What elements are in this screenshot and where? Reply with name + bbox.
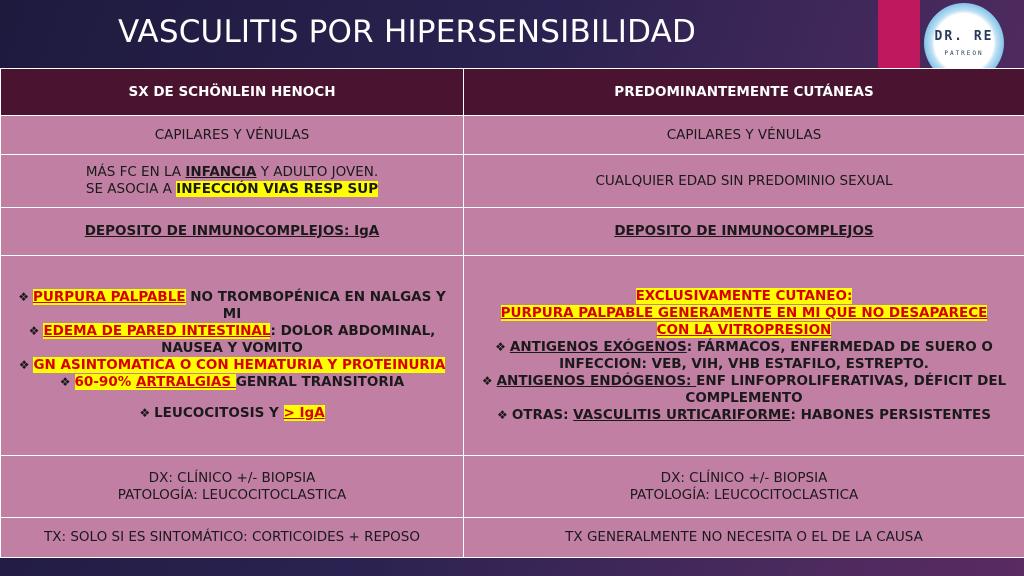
logo-main-text: DR. RE [934, 29, 994, 44]
table-header-row [1, 69, 1024, 116]
spacer [7, 391, 457, 405]
purpura-highlight: PURPURA PALPABLE [32, 289, 186, 305]
diamond-bullet-icon: ❖ [481, 373, 493, 388]
text: PURPURA PALPABLE GENERAMENTE EN MI QUE NO DESAPARECE [500, 304, 988, 321]
list-item [7, 357, 457, 374]
table-row [1, 518, 1024, 558]
gn-highlight: GN ASINTOMATICA O CON HEMATURIA Y PROTEINURIA [33, 357, 446, 373]
table-row [1, 256, 1024, 456]
cell-dx-right [464, 456, 1024, 518]
list-item [7, 374, 457, 391]
edema-highlight: EDEMA DE PARED INTESTINAL [43, 323, 271, 339]
text: GENRAL TRANSITORIA [235, 374, 405, 390]
text: MÁS FC EN LA [85, 164, 186, 180]
diamond-bullet-icon: ❖ [497, 407, 508, 422]
purpura-line [470, 305, 1018, 322]
diamond-bullet-icon: ❖ [59, 375, 71, 389]
exclusivo-cutaneo-text [470, 288, 1018, 305]
header-schonlein-henoch: SX DE SCHÖNLEIN HENOCH [1, 69, 464, 116]
cell-tx-left: TX: SOLO SI ES SINTOMÁTICO: CORTICOIDES + REPOSO [1, 518, 464, 558]
features-left-list [7, 289, 457, 422]
list-item [470, 339, 1018, 373]
diamond-bullet-icon: ❖ [495, 339, 506, 354]
header-cutaneas: PREDOMINANTEMENTE CUTÁNEAS [464, 69, 1024, 116]
text: : FÁRMACOS, ENFERMEDAD DE SUERO O INFECCION: VEB, VIH, VHB ESTAFILO, ESTREPTO. [559, 338, 993, 372]
dx-text: DX: CLÍNICO +/- BIOPSIA [660, 469, 828, 486]
percent-highlight: 60-90% [74, 374, 136, 390]
text: ANTIGENOS ENDÓGENOS: [496, 372, 697, 389]
infeccion-highlight: INFECCIÓN VIAS RESP SUP [176, 181, 379, 197]
cell-age-left [1, 155, 464, 208]
infancia-text: INFANCIA [185, 164, 257, 180]
cell-tx-right: TX GENERALMENTE NO NECESITA O EL DE LA CAUSA [464, 518, 1024, 558]
logo-sub-text: PATREON [944, 50, 984, 57]
text: OTRAS: [511, 406, 574, 423]
cell-features-right [464, 256, 1024, 456]
cell-deposit-right: DEPOSITO DE INMUNOCOMPLEJOS [464, 208, 1024, 256]
list-item [7, 289, 457, 323]
cell-vessels-left: CAPILARES Y VÉNULAS [1, 116, 464, 155]
diamond-bullet-icon: ❖ [18, 358, 30, 372]
text: ENF LINFOPROLIFERATIVAS, DÉFICIT DEL COMPLEMENTO [685, 372, 1007, 406]
table-row [1, 155, 1024, 208]
cell-deposit-left: DEPOSITO DE INMUNOCOMPLEJOS: IgA [1, 208, 464, 256]
comparison-table [0, 68, 1024, 558]
table-row [1, 456, 1024, 518]
features-right-list [470, 339, 1018, 424]
slide-title: VASCULITIS POR HIPERSENSIBILIDAD [118, 14, 697, 50]
iga-highlight: > IgA [283, 405, 325, 421]
text: : DOLOR ABDOMINAL, NAUSEA Y VOMITO [161, 323, 436, 356]
patologia-text: PATOLOGÍA: LEUCOCITOCLASTICA [629, 486, 859, 503]
age-line-2 [7, 181, 457, 198]
cell-vessels-right: CAPILARES Y VÉNULAS [464, 116, 1024, 155]
cell-features-left [1, 256, 464, 456]
text: ANTIGENOS EXÓGENOS [509, 338, 687, 355]
text: SE ASOCIA A [85, 181, 177, 197]
text: VASCULITIS URTICARIFORME [573, 406, 791, 423]
cell-dx-left [1, 456, 464, 518]
text: CON LA VITROPRESION [656, 321, 832, 338]
text: LEUCOCITOSIS Y [154, 405, 284, 421]
list-item [470, 407, 1018, 424]
accent-bar [878, 0, 920, 68]
text: Y ADULTO JOVEN. [256, 164, 379, 180]
text: EXCLUSIVAMENTE CUTANEO: [635, 287, 853, 304]
text: : HABONES PERSISTENTES [790, 406, 991, 423]
table-row [1, 116, 1024, 155]
diamond-bullet-icon: ❖ [28, 324, 40, 338]
diamond-bullet-icon: ❖ [139, 406, 151, 420]
list-item [470, 373, 1018, 407]
table-row [1, 208, 1024, 256]
patologia-text: PATOLOGÍA: LEUCOCITOCLASTICA [117, 486, 347, 503]
cell-age-right: CUALQUIER EDAD SIN PREDOMINIO SEXUAL [464, 155, 1024, 208]
list-item [7, 405, 457, 422]
text: NO TROMBOPÉNICA EN NALGAS Y MI [185, 289, 446, 322]
artralgias-highlight: ARTRALGIAS [135, 374, 236, 390]
list-item [7, 323, 457, 357]
diamond-bullet-icon: ❖ [18, 290, 29, 304]
dx-text: DX: CLÍNICO +/- BIOPSIA [148, 469, 316, 486]
age-line-1 [7, 164, 457, 181]
vitropresion-line [470, 322, 1018, 339]
